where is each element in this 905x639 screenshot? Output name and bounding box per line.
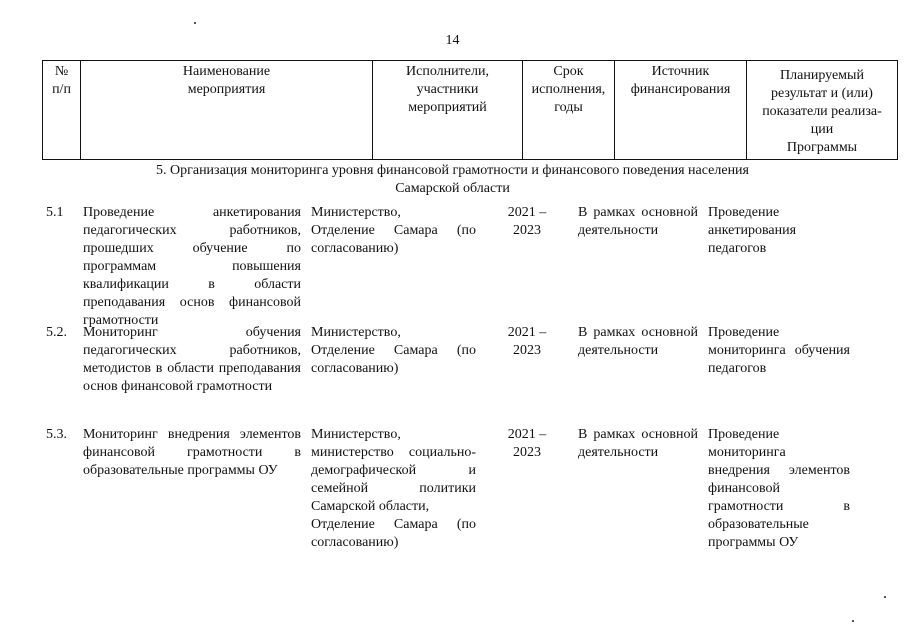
row-executors: Министерство, министерство социально-демографической и семейной политики Самарской области, Отделение Самара (по согласованию) (311, 427, 476, 550)
row-number: 5.3. (46, 427, 67, 442)
header-col-number: № п/п (43, 61, 81, 160)
header-col-funding: Источник финансирования (615, 61, 747, 160)
row-term: 2021 – 2023 (507, 427, 547, 460)
header-col-executors: Исполнители, участники мероприятий (373, 61, 523, 160)
section-title-line-2: Самарской области (395, 181, 510, 196)
scan-speck (194, 22, 196, 24)
row-activity-name: Мониторинг обучения педагогических работников, методистов в области преподавания основ финансовой грамотности (83, 325, 301, 394)
header-col-result: Планируемый результат и (или) показатели реализа- ции Программы (747, 61, 898, 160)
row-funding: В рамках основной деятельности (578, 325, 698, 358)
row-term: 2021 – 2023 (507, 205, 547, 238)
page-number: 14 (445, 33, 460, 48)
scan-speck (884, 596, 886, 598)
header-col-term: Срок исполнения, годы (523, 61, 615, 160)
row-result: Проведение мониторинга внедрения элементов финансовой грамотности в образовательные программы ОУ (708, 427, 850, 550)
section-title-line-1: 5. Организация мониторинга уровня финансовой грамотности и финансового поведения населения (156, 163, 749, 178)
row-term: 2021 – 2023 (507, 325, 547, 358)
table-header (42, 60, 898, 160)
section-title (0, 162, 905, 198)
row-executors: Министерство, Отделение Самара (по согласованию) (311, 205, 476, 256)
row-activity-name: Мониторинг внедрения элементов финансовой грамотности в образовательные программы ОУ (83, 427, 301, 478)
row-result: Проведение анкетирования педагогов (708, 205, 797, 256)
row-result: Проведение мониторинга обучения педагогов (708, 325, 850, 376)
row-number: 5.2. (46, 325, 67, 340)
row-funding: В рамках основной деятельности (578, 427, 698, 460)
scan-speck (852, 620, 854, 622)
row-funding: В рамках основной деятельности (578, 205, 698, 238)
row-activity-name: Проведение анкетирования педагогических работников, прошедших обучение по программам повышения квалификации в области преподавания основ финансовой грамотности (83, 205, 301, 328)
header-col-name: Наименование мероприятия (81, 61, 373, 160)
row-number: 5.1 (46, 205, 64, 220)
row-executors: Министерство, Отделение Самара (по согласованию) (311, 325, 476, 376)
